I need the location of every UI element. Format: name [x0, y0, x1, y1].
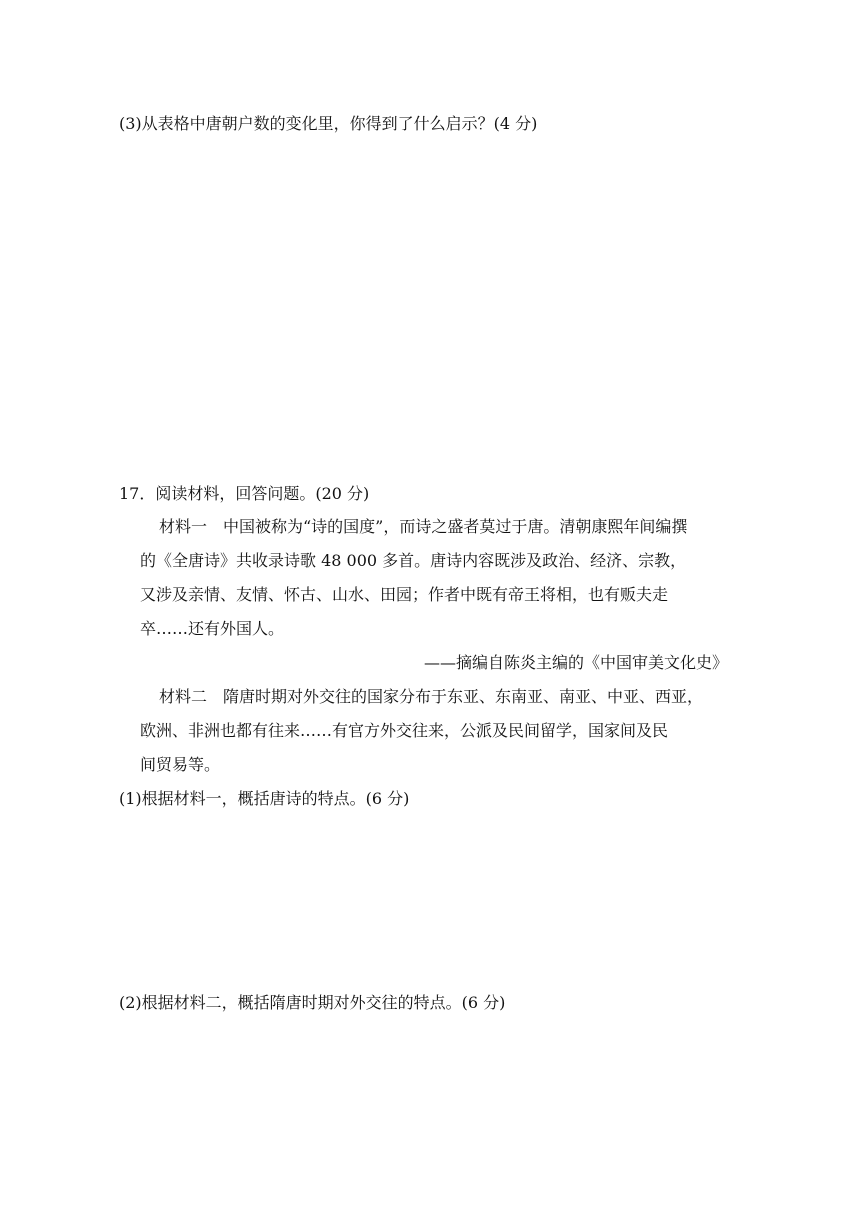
question-17-heading: 17．阅读材料，回答问题。(20 分) [119, 484, 370, 503]
material-one-line-4: 卒……还有外国人。 [140, 619, 285, 638]
material-two-line-2: 欧洲、非洲也都有往来……有官方外交往来，公派及民间留学，国家间及民 [140, 721, 669, 740]
material-one-line-2: 的《全唐诗》共收录诗歌 48 000 多首。唐诗内容既涉及政治、经济、宗教， [140, 551, 687, 570]
question-17-part-2: (2)根据材料二，概括隋唐时期对外交往的特点。(6 分) [119, 993, 506, 1012]
question-16-part-3: (3)从表格中唐朝户数的变化里，你得到了什么启示？(4 分) [119, 114, 538, 133]
material-one-line-1: 材料一 中国被称为“诗的国度”，而诗之盛者莫过于唐。清朝康熙年间编撰 [159, 517, 688, 536]
material-one-line-3: 又涉及亲情、友情、怀古、山水、田园；作者中既有帝王将相，也有贩夫走 [140, 585, 669, 604]
material-two-line-3: 间贸易等。 [140, 755, 221, 774]
material-two-line-1: 材料二 隋唐时期对外交往的国家分布于东亚、东南亚、南亚、中亚、西亚， [159, 687, 704, 706]
question-17-part-1: (1)根据材料一，概括唐诗的特点。(6 分) [119, 789, 410, 808]
material-one-source: ——摘编自陈炎主编的《中国审美文化史》 [423, 653, 728, 672]
